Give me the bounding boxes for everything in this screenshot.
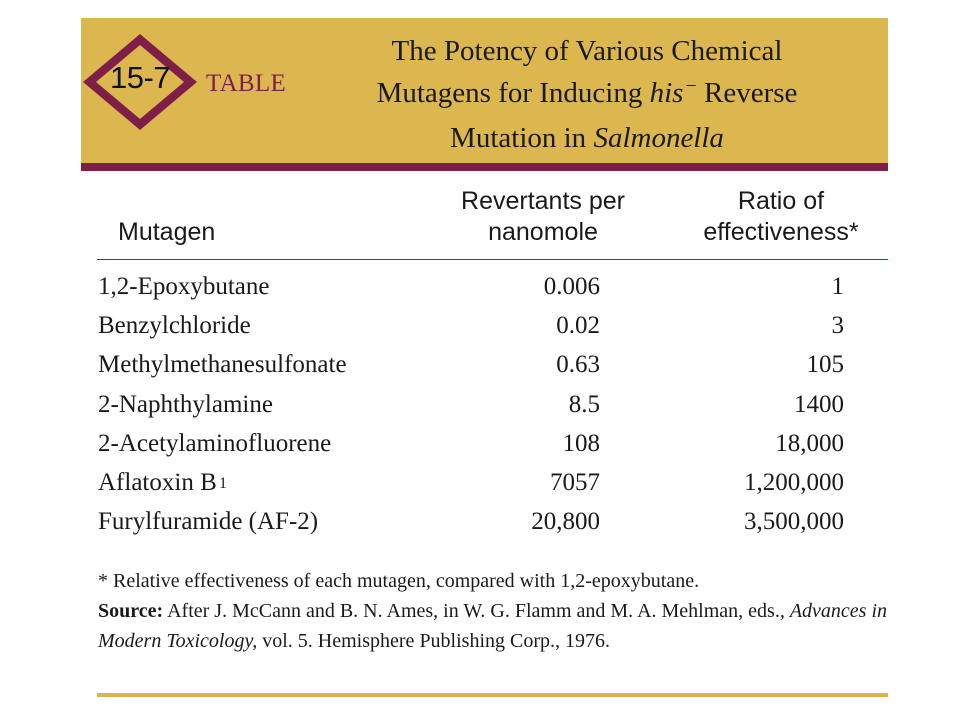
revertants-value: 0.02 — [556, 312, 600, 340]
ratio-value: 18,000 — [775, 429, 844, 457]
ratio-value: 105 — [806, 351, 844, 379]
source-text-end: vol. 5. Hemisphere Publishing Corp., 1976. — [257, 630, 611, 652]
column-header-ratio-line1: Ratio of — [737, 187, 825, 215]
title-line-2 — [322, 72, 852, 117]
title-line-3 — [322, 117, 852, 159]
column-header-ratio — [668, 186, 894, 248]
revertants-value: 108 — [562, 429, 600, 457]
header-divider — [81, 163, 888, 171]
table-row — [0, 351, 960, 389]
title-line-2-text: Mutagens for Inducing — [376, 77, 650, 109]
table-title — [322, 30, 852, 159]
title-superscript: − — [685, 75, 697, 97]
source-text: After J. McCann and B. N. Ames, in W. G. Flamm and M. A. Mehlman, eds., — [163, 600, 790, 622]
mutagen-name-subscript: 1 — [219, 475, 227, 492]
ratio-value: 1 — [831, 273, 844, 300]
mutagen-name: Methylmethanesulfonate — [98, 351, 347, 379]
column-header-revertants-line1: Revertants per — [461, 187, 625, 215]
footnote — [98, 566, 898, 656]
mutagen-name: 2-Acetylaminofluorene — [98, 429, 332, 457]
column-header-revertants-line2: nanomole — [488, 218, 598, 246]
revertants-value: 8.5 — [568, 390, 600, 418]
mutagen-name: 1,2-Epoxybutane — [98, 273, 270, 300]
ratio-value: 3,500,000 — [744, 508, 844, 536]
column-header-ratio-line2: effectiveness* — [703, 218, 859, 246]
table-number: 15-7 — [109, 60, 171, 95]
source-label: Source: — [98, 600, 164, 622]
revertants-value: 7057 — [550, 469, 600, 496]
column-header-mutagen: Mutagen — [118, 218, 216, 246]
ratio-value: 1,200,000 — [744, 469, 844, 496]
footnote-note: * Relative effectiveness of each mutagen, compared with 1,2-epoxybutane. — [98, 570, 700, 592]
mutagen-name: Furylfuramide (AF-2) — [98, 508, 319, 536]
bottom-rule — [97, 693, 888, 697]
ratio-value: 3 — [831, 312, 844, 340]
ratio-value: 1400 — [794, 390, 844, 418]
title-gene-name: his — [649, 77, 684, 109]
title-line-3-text: Mutation in — [450, 122, 594, 154]
mutagen-name: Benzylchloride — [98, 312, 251, 340]
mutagen-name: 2-Naphthylamine — [98, 390, 273, 418]
table-number-badge — [81, 32, 199, 132]
table-label: TABLE — [206, 70, 287, 97]
title-organism: Salmonella — [593, 122, 724, 154]
table-row — [0, 469, 960, 507]
table-row — [0, 391, 960, 429]
column-header-revertants — [430, 186, 656, 248]
source-book-title: Advances in Modern Toxicology, — [98, 600, 888, 652]
table-row — [0, 508, 960, 546]
title-line-1: The Potency of Various Chemical — [391, 35, 783, 67]
revertants-value: 0.63 — [556, 351, 600, 379]
table-row — [0, 430, 960, 468]
table-row — [0, 312, 960, 350]
title-line-2-end: Reverse — [696, 77, 798, 109]
mutagen-name: Aflatoxin B — [98, 469, 217, 496]
footnote-source — [98, 596, 898, 656]
revertants-value: 0.006 — [543, 273, 600, 300]
revertants-value: 20,800 — [531, 508, 600, 536]
table-row — [0, 273, 960, 311]
header-underline — [97, 259, 888, 260]
